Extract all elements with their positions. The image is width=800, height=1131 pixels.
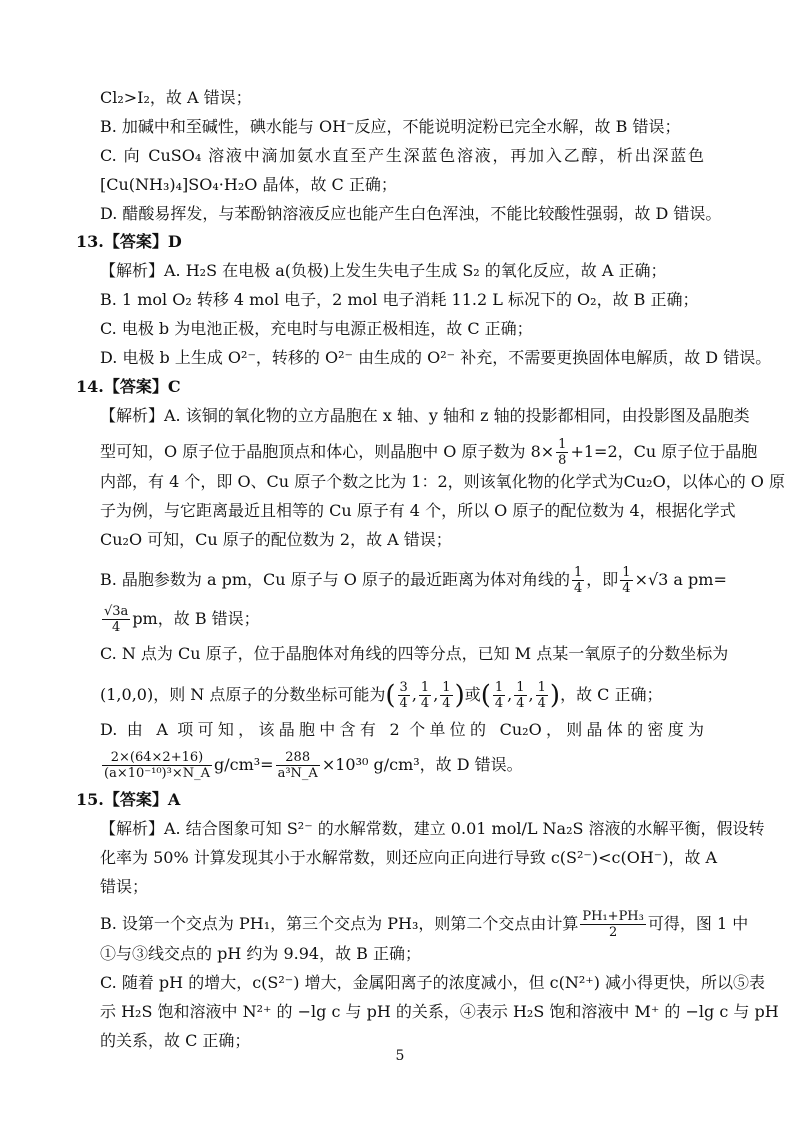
text-span: +1=2，Cu 原子位于晶胞: [570, 442, 758, 461]
text-line: C. 向 CuSO₄ 溶液中滴加氨水直至产生深蓝色溶液，再加入乙醇，析出深蓝色: [100, 146, 704, 165]
text-line: [100, 909, 749, 940]
text-span: g/cm³=: [213, 755, 274, 774]
text-line: 内部，有 4 个，即 O、Cu 原子个数之比为 1：2，则该氧化物的化学式为Cu₂O，以体心的 O 原: [100, 472, 786, 491]
text-line: B. 加碱中和至碱性，碘水能与 OH⁻反应，不能说明淀粉已完全水解，故 B 错误；: [100, 117, 681, 136]
text-line: 的关系，故 C 正确；: [100, 1031, 251, 1050]
denominator: 4: [442, 696, 451, 711]
answer-heading-15: 15.【答案】A: [76, 790, 181, 809]
fraction-density: [276, 750, 320, 781]
text-span: 可得，图 1 中: [647, 914, 749, 933]
text-span: pm，故 B 错误；: [132, 609, 260, 628]
numerator: 2×(64×2+16): [102, 750, 212, 766]
text-line: [Cu(NH₃)₄]SO₄·H₂O 晶体，故 C 正确；: [100, 175, 397, 194]
text-line: C. 随着 pH 的增大，c(S²⁻) 增大，金属阳离子的浓度减小，但 c(N²⁺) 减小得更快，所以⑤表: [100, 973, 766, 992]
denominator: 4: [494, 696, 504, 711]
text-line: Cl₂>I₂，故 A 错误；: [100, 88, 252, 107]
fraction: [419, 680, 431, 711]
fraction: [536, 680, 548, 711]
numerator: 1: [558, 437, 567, 452]
text-line: (1,0,0)，则 N 点原子的分数坐标可能为( $\frac{3}{4}$ , $\frac{1}{4}$ , $\frac{1}{4}$ )或( $\frac{1}{4}$ , $\frac{1}{4}$ , $\frac{1}{4}$ )，故 C 正确；: [100, 680, 663, 711]
denominator: 2: [608, 925, 618, 940]
numerator: PH₁+PH₃: [582, 909, 644, 924]
text-line: D. 由 A 项可知，该晶胞中含有 2 个单位的 Cu₂O，则晶体的密度为: [100, 720, 704, 739]
fraction-ph: [580, 909, 645, 940]
denominator: a³N_A: [277, 766, 318, 781]
denominator: 4: [399, 696, 408, 711]
text-span: B. 设第一个交点为 PH₁，第三个交点为 PH₃，则第二个交点由计算: [100, 914, 579, 933]
numerator: 1: [516, 680, 525, 695]
paren: (: [480, 680, 491, 711]
denominator: 4: [622, 581, 631, 596]
text-line: 子为例，与它距离最近且相等的 Cu 原子有 4 个，所以 O 原子的配位数为 4，根据化学式: [100, 501, 736, 520]
text-span: ×10³⁰ g/cm³，故 D 错误。: [321, 755, 523, 774]
paren: ): [549, 680, 561, 711]
text-line: 【解析】A. 该铜的氧化物的立方晶胞在 x 轴、y 轴和 z 轴的投影都相同，由投影图及晶胞类: [100, 406, 750, 425]
text-line: 错误；: [100, 877, 149, 896]
fraction-1-4: [620, 565, 632, 596]
text-line: ①与③线交点的 pH 约为 9.94，故 B 正确；: [100, 944, 422, 963]
denominator: (a×10⁻¹⁰)³×N_A: [104, 766, 210, 781]
text-span: B. 晶胞参数为 a pm，Cu 原子与 O 原子的最近距离为体对角线的: [100, 570, 570, 589]
text-span: ，即: [586, 570, 619, 589]
answer-heading-14: 14.【答案】C: [76, 377, 181, 396]
text-line: 示 H₂S 饱和溶液中 N²⁺ 的 −lg c 与 pH 的关系，④表示 H₂S 饱和溶液中 M⁺ 的 −lg c 与 pH: [100, 1002, 779, 1021]
denominator: 4: [516, 696, 525, 711]
text-line: C. N 点为 Cu 原子，位于晶胞体对角线的四等分点，已知 M 点某一氧原子的分数坐标为: [100, 644, 729, 663]
numerator: 1: [573, 565, 583, 580]
text-line: [100, 565, 727, 596]
text-span: 型可知，O 原子位于晶胞顶点和体心，则晶胞中 O 原子数为 8×: [100, 442, 555, 461]
fraction: [440, 680, 452, 711]
text-line: D. 醋酸易挥发，与苯酚钠溶液反应也能产生白色浑浊，不能比较酸性强弱，故 D 错误。: [100, 204, 722, 223]
fraction: [398, 680, 410, 711]
numerator: 3: [399, 680, 408, 695]
text-line: B. 1 mol O₂ 转移 4 mol 电子，2 mol 电子消耗 11.2 L 标况下的 O₂，故 B 正确；: [100, 290, 699, 309]
numerator: 1: [622, 565, 631, 580]
numerator: √3a: [104, 604, 129, 619]
denominator: 4: [420, 696, 430, 711]
text-span: (1,0,0)，则 N 点原子的分数坐标可能为: [100, 685, 386, 704]
fraction-1-4: [572, 565, 584, 596]
text-line: [100, 437, 758, 468]
numerator: 1: [537, 680, 546, 695]
numerator: 1: [494, 680, 504, 695]
fraction-1-8: [556, 437, 568, 468]
text-line: 化率为 50% 计算发现其小于水解常数，则还应向正向进行导致 c(S²⁻)<c(OH⁻)，故 A: [100, 848, 718, 867]
denominator: 4: [537, 696, 546, 711]
numerator: 1: [420, 680, 430, 695]
text-line: C. 电极 b 为电池正极，充电时与电源正极相连，故 C 正确；: [100, 319, 533, 338]
fraction-density: [102, 750, 212, 781]
text-line: 【解析】A. H₂S 在电极 a(负极)上发生失电子生成 S₂ 的氧化反应，故 A 正确；: [100, 261, 667, 280]
text-line: D. 电极 b 上生成 O²⁻，转移的 O²⁻ 由生成的 O²⁻ 补充，不需要更换固体电解质，故 D 错误。: [100, 348, 772, 367]
text-span: 或: [464, 685, 481, 704]
paren: ): [454, 680, 465, 711]
fraction: [514, 680, 526, 711]
denominator: 4: [573, 581, 583, 596]
numerator: 288: [276, 750, 320, 766]
fraction-sqrt3a-4: [102, 604, 130, 635]
page-number: 5: [395, 1048, 405, 1064]
denominator: 8: [558, 453, 567, 468]
text-line: [100, 750, 704, 781]
denominator: 4: [112, 620, 121, 635]
fraction: [493, 680, 505, 711]
text-line: Cu₂O 可知，Cu 原子的配位数为 2，故 A 错误；: [100, 530, 452, 549]
numerator: 1: [442, 680, 451, 695]
text-span: ×√3 a pm=: [634, 570, 727, 589]
paren: (: [385, 680, 396, 711]
text-line: [100, 604, 704, 635]
answer-heading-13: 13.【答案】D: [76, 232, 182, 251]
text-line: 【解析】A. 结合图象可知 S²⁻ 的水解常数，建立 0.01 mol/L Na₂S 溶液的水解平衡，假设转: [100, 819, 765, 838]
text-span: ，故 C 正确；: [560, 685, 663, 704]
